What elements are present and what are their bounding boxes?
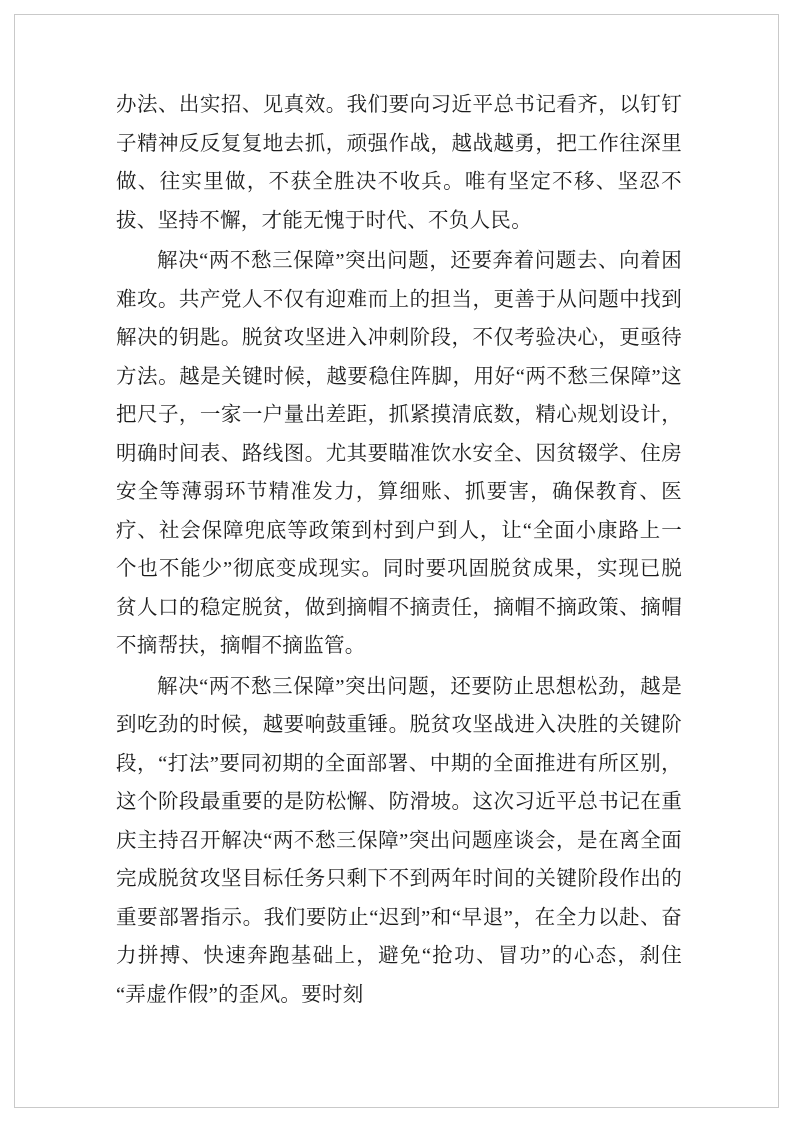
- document-body: [116, 86, 682, 1014]
- paragraph-1: 办法、出实招、见真效。我们要向习近平总书记看齐，以钉钉子精神反反复复地去抓，顽强作战，越战越勇，把工作往深里做、往实里做，不获全胜决不收兵。唯有坚定不移、坚忍不拔、坚持不懈，才能无愧于时代、不负人民。: [116, 94, 682, 232]
- paragraph-3: 解决“两不愁三保障”突出问题，还要防止思想松劲，越是到吃劲的时候，越要响鼓重锤。脱贫攻坚战进入决胜的关键阶段，“打法”要同初期的全面部署、中期的全面推进有所区别，这个阶段最重要的是防松懈、防滑坡。这次习近平总书记在重庆主持召开解决“两不愁三保障”突出问题座谈会，是在离全面完成脱贫攻坚目标任务只剩下不到两年时间的关键阶段作出的重要部署指示。我们要防止“迟到”和“早退”，在全力以赴、奋力拼搏、快速奔跑基础上，避免“抢功、冒功”的心态，刹住“弄虚作假”的歪风。要时刻: [116, 675, 682, 1006]
- paragraph-2: 解决“两不愁三保障”突出问题，还要奔着问题去、向着困难攻。共产党人不仅有迎难而上的担当，更善于从问题中找到解决的钥匙。脱贫攻坚进入冲刺阶段，不仅考验决心，更亟待方法。越是关键时候，越要稳住阵脚，用好“两不愁三保障”这把尺子，一家一户量出差距，抓紧摸清底数，精心规划设计，明确时间表、路线图。尤其要瞄准饮水安全、因贫辍学、住房安全等薄弱环节精准发力，算细账、抓要害，确保教育、医疗、社会保障兜底等政策到村到户到人，让“全面小康路上一个也不能少”彻底变成现实。同时要巩固脱贫成果，实现已脱贫人口的稳定脱贫，做到摘帽不摘责任，摘帽不摘政策、摘帽不摘帮扶，摘帽不摘监管。: [116, 250, 682, 657]
